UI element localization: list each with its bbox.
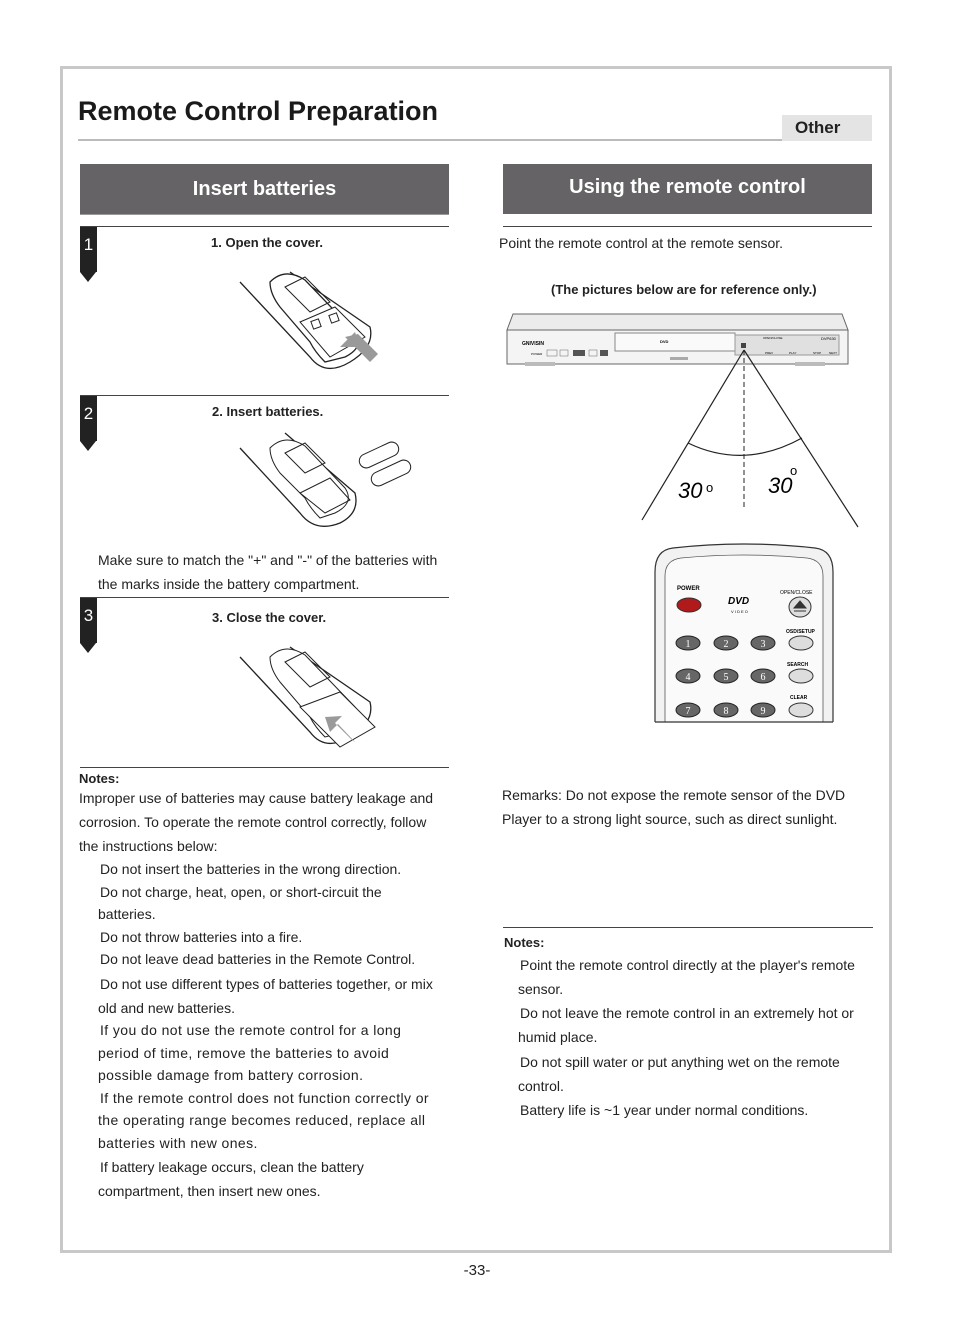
right-note-line: control.: [518, 1078, 564, 1094]
remote-close-cover-illustration: [230, 632, 390, 762]
bullet-line: Do not leave dead batteries in the Remote Control.: [100, 951, 416, 967]
key-label: 5: [723, 672, 729, 683]
player-label: OPEN/CLOSE: [763, 336, 783, 340]
page-number: -33-: [463, 1262, 491, 1279]
right-notes-label: Notes:: [504, 935, 545, 950]
clear-button: [789, 703, 813, 717]
step-1-tab: [80, 227, 97, 272]
insert-batteries-header: Insert batteries: [80, 164, 449, 214]
reference-note: (The pictures below are for reference only.): [551, 282, 817, 297]
key-label: 1: [685, 639, 691, 650]
right-note-line: Do not spill water or put anything wet on the remote: [520, 1054, 840, 1070]
right-note-line: Battery life is ~1 year under normal conditions.: [520, 1102, 809, 1118]
angle-left-value: 30: [678, 478, 703, 503]
notes-intro-line-3: the instructions below:: [79, 838, 218, 854]
player-label: DVD: [660, 339, 669, 344]
intro-text: Point the remote control at the remote sensor.: [499, 235, 784, 251]
osd-setup-label: OSD/SETUP: [786, 629, 815, 635]
match-note-line-1: Make sure to match the "+" and "-" of the batteries with: [98, 552, 438, 568]
key-label: 9: [760, 706, 766, 717]
remote-control-illustration: [653, 542, 835, 724]
angle-right-degree: o: [790, 463, 798, 478]
notes-intro-line-1: Improper use of batteries may cause battery leakage and: [79, 790, 434, 806]
key-label: 7: [685, 706, 691, 717]
step-number: 1: [83, 235, 94, 254]
step-2-title: 2. Insert batteries.: [212, 404, 324, 419]
bullet-line: period of time, remove the batteries to avoid: [98, 1045, 390, 1061]
bullet-line: Do not use different types of batteries together, or mix: [100, 976, 433, 992]
angle-left-degree: o: [706, 480, 714, 495]
notes-intro-line-2: corrosion. To operate the remote control correctly, follow: [79, 814, 427, 830]
step-1-title: 1. Open the cover.: [211, 235, 323, 250]
right-note-line: humid place.: [518, 1029, 598, 1045]
dvd-logo: DVD: [728, 596, 750, 607]
player-model: DVP630: [821, 336, 836, 341]
header-divider: [503, 226, 872, 227]
step-3-tab: [80, 598, 97, 643]
osd-setup-button: [789, 636, 813, 650]
power-button: [677, 598, 701, 612]
frame-right: [889, 66, 892, 1253]
step-number: 2: [83, 404, 94, 423]
bullet-line: If you do not use the remote control for a long: [100, 1022, 402, 1038]
step-number: 3: [83, 606, 94, 625]
step-divider: [80, 226, 449, 227]
video-label: V I D E O: [731, 609, 748, 614]
notes-divider: [80, 767, 449, 768]
frame-left: [60, 66, 63, 1253]
angle-right-value: 30: [768, 473, 793, 498]
title-rule: [78, 139, 782, 141]
divider: [80, 214, 449, 215]
bullet-line: Do not insert the batteries in the wrong direction.: [100, 861, 402, 877]
right-note-line: Point the remote control directly at the player's remote: [520, 957, 855, 973]
bullet-line: batteries with new ones.: [98, 1135, 258, 1151]
remarks-line-1: Remarks: Do not expose the remote sensor of the DVD: [502, 787, 846, 803]
step-divider: [80, 395, 449, 396]
bullet-line: Do not throw batteries into a fire.: [100, 929, 303, 945]
remote-open-cover-illustration: [230, 262, 390, 387]
left-notes-label: Notes:: [79, 771, 120, 786]
angle-diagram: [640, 345, 862, 530]
power-label: POWER: [677, 586, 700, 592]
remarks-line-2: Player to a strong light source, such as direct sunlight.: [502, 811, 838, 827]
frame-bottom: [60, 1250, 892, 1253]
player-brand: GNIVISIN: [522, 341, 544, 347]
search-label: SEARCH: [787, 662, 809, 668]
notes-divider: [503, 927, 873, 928]
key-label: 8: [723, 706, 729, 717]
clear-label: CLEAR: [790, 695, 808, 701]
player-label: STOP: [813, 351, 822, 355]
step-3-title: 3. Close the cover.: [212, 610, 327, 625]
player-label: PLAY: [789, 351, 797, 355]
bullet-line: batteries.: [98, 906, 156, 922]
page-title: Remote Control Preparation: [78, 96, 439, 126]
bullet-line: If battery leakage occurs, clean the battery: [100, 1159, 364, 1175]
search-button: [789, 669, 813, 683]
bullet-line: compartment, then insert new ones.: [98, 1183, 321, 1199]
bullet-line: possible damage from battery corrosion.: [98, 1067, 364, 1083]
player-label: PREV: [765, 351, 774, 355]
frame-top: [60, 66, 892, 69]
right-note-line: Do not leave the remote control in an extremely hot or: [520, 1005, 854, 1021]
remote-insert-batteries-illustration: [230, 428, 420, 543]
right-note-line: sensor.: [518, 981, 564, 997]
key-label: 4: [685, 672, 691, 683]
using-remote-header: Using the remote control: [503, 164, 872, 214]
bullet-line: Do not charge, heat, open, or short-circuit the: [100, 884, 382, 900]
bullet-line: the operating range becomes reduced, replace all: [98, 1112, 426, 1128]
step-2-tab: [80, 396, 97, 441]
player-label: NEXT: [829, 351, 838, 355]
match-note-line-2: the marks inside the battery compartment.: [98, 576, 360, 592]
bullet-line: old and new batteries.: [98, 1000, 235, 1016]
bullet-line: If the remote control does not function correctly or: [100, 1090, 429, 1106]
key-label: 2: [723, 639, 729, 650]
player-label: POWER: [531, 352, 543, 356]
key-label: 3: [760, 639, 766, 650]
open-close-label: OPEN/CLOSE: [780, 590, 813, 596]
key-label: 6: [760, 672, 766, 683]
section-tag: Other: [782, 115, 872, 141]
step-divider: [80, 597, 449, 598]
